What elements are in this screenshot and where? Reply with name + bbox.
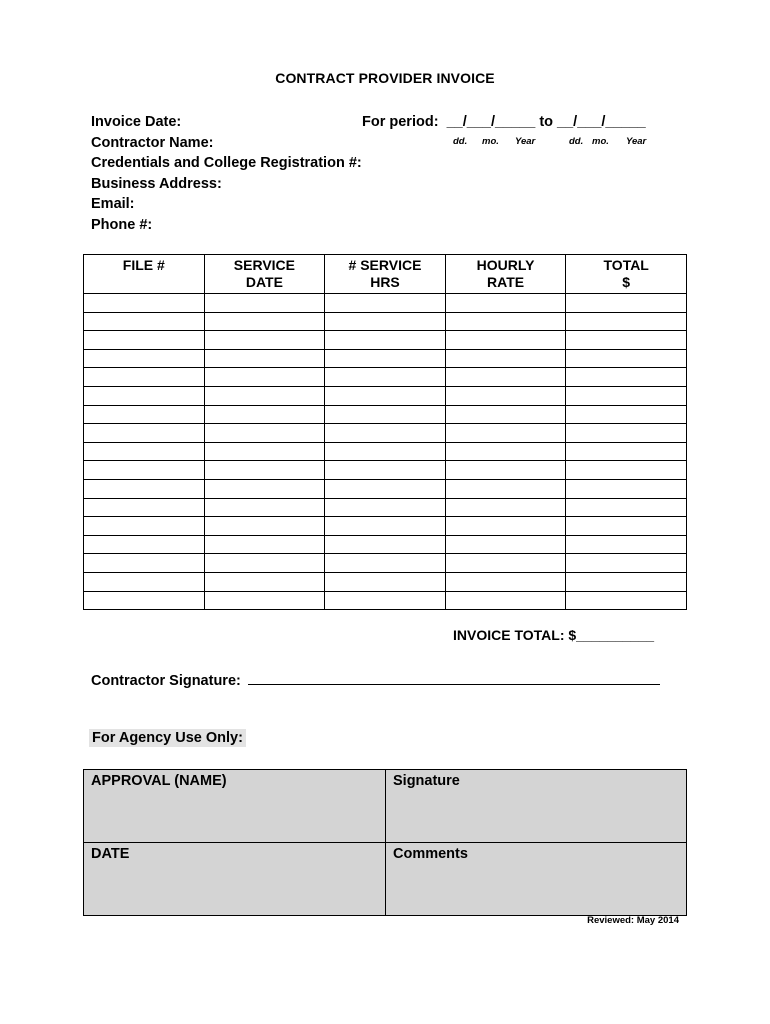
approval-date-cell[interactable]: DATE <box>84 843 386 916</box>
unit-to-year: Year <box>626 136 647 147</box>
unit-to-mo: mo. <box>592 136 609 147</box>
table-cell[interactable] <box>566 312 687 331</box>
table-cell[interactable] <box>445 424 566 443</box>
table-cell[interactable] <box>84 405 205 424</box>
table-cell[interactable] <box>566 349 687 368</box>
table-cell[interactable] <box>445 349 566 368</box>
table-cell[interactable] <box>325 349 446 368</box>
table-cell[interactable] <box>84 517 205 536</box>
table-cell[interactable] <box>445 479 566 498</box>
table-cell[interactable] <box>84 368 205 387</box>
table-cell[interactable] <box>325 572 446 591</box>
approval-name-cell[interactable]: APPROVAL (NAME) <box>84 770 386 843</box>
unit-from-dd: dd. <box>453 136 468 147</box>
unit-from-mo: mo. <box>482 136 499 147</box>
contractor-signature-field[interactable] <box>248 669 660 685</box>
contractor-name-label: Contractor Name: <box>91 134 214 151</box>
invoice-total[interactable]: INVOICE TOTAL: $__________ <box>453 627 655 643</box>
table-cell[interactable] <box>325 479 446 498</box>
header-fields <box>91 112 362 235</box>
agency-table <box>83 769 687 916</box>
table-cell[interactable] <box>566 498 687 517</box>
table-cell[interactable] <box>566 572 687 591</box>
table-cell[interactable] <box>445 535 566 554</box>
table-row <box>84 331 687 350</box>
business-address-label: Business Address: <box>91 175 222 192</box>
contractor-signature-label: Contractor Signature: <box>91 673 241 689</box>
table-cell[interactable] <box>566 386 687 405</box>
table-cell[interactable] <box>566 424 687 443</box>
table-row <box>84 535 687 554</box>
period-field <box>362 112 646 133</box>
table-cell[interactable] <box>84 349 205 368</box>
table-cell[interactable] <box>325 535 446 554</box>
header-service-hrs: # SERVICE HRS <box>325 255 446 294</box>
table-cell[interactable] <box>204 572 325 591</box>
table-cell[interactable] <box>566 331 687 350</box>
table-row <box>84 591 687 610</box>
table-cell[interactable] <box>204 368 325 387</box>
table-row <box>84 368 687 387</box>
table-cell[interactable] <box>325 368 446 387</box>
table-cell[interactable] <box>566 591 687 610</box>
table-cell[interactable] <box>84 424 205 443</box>
table-row <box>84 405 687 424</box>
header-file-number: FILE # <box>84 255 205 294</box>
table-row <box>84 479 687 498</box>
table-cell[interactable] <box>84 331 205 350</box>
table-cell[interactable] <box>445 554 566 573</box>
table-cell[interactable] <box>84 442 205 461</box>
credentials-label: Credentials and College Registration #: <box>91 155 362 171</box>
table-cell[interactable] <box>84 591 205 610</box>
table-cell[interactable] <box>84 498 205 517</box>
table-cell[interactable] <box>445 368 566 387</box>
table-cell[interactable] <box>84 479 205 498</box>
table-cell[interactable] <box>445 498 566 517</box>
table-cell[interactable] <box>566 294 687 313</box>
table-cell[interactable] <box>325 331 446 350</box>
invoice-date-label: Invoice Date: <box>91 114 182 130</box>
service-table <box>83 254 687 610</box>
table-cell[interactable] <box>204 498 325 517</box>
table-cell[interactable] <box>204 331 325 350</box>
table-row <box>84 294 687 313</box>
table-cell[interactable] <box>566 368 687 387</box>
table-cell[interactable] <box>325 312 446 331</box>
approval-comments-cell[interactable]: Comments <box>386 843 687 916</box>
table-cell[interactable] <box>204 591 325 610</box>
table-cell[interactable] <box>445 591 566 610</box>
table-cell[interactable] <box>84 294 205 313</box>
header-total: TOTAL $ <box>566 255 687 294</box>
table-cell[interactable] <box>445 312 566 331</box>
table-row <box>84 312 687 331</box>
table-cell[interactable] <box>204 405 325 424</box>
table-cell[interactable] <box>325 554 446 573</box>
table-cell[interactable] <box>445 386 566 405</box>
unit-to-dd: dd. <box>569 136 584 147</box>
document-title: CONTRACT PROVIDER INVOICE <box>275 70 495 86</box>
table-cell[interactable] <box>204 535 325 554</box>
table-cell[interactable] <box>204 442 325 461</box>
table-cell[interactable] <box>566 517 687 536</box>
table-cell[interactable] <box>204 294 325 313</box>
table-cell[interactable] <box>204 312 325 331</box>
table-row <box>84 461 687 480</box>
unit-from-year: Year <box>515 136 536 147</box>
header-hourly-rate: HOURLY RATE <box>445 255 566 294</box>
table-cell[interactable] <box>566 461 687 480</box>
table-cell[interactable] <box>445 461 566 480</box>
table-cell[interactable] <box>204 479 325 498</box>
table-cell[interactable] <box>204 554 325 573</box>
table-cell[interactable] <box>204 461 325 480</box>
table-cell[interactable] <box>204 424 325 443</box>
table-cell[interactable] <box>325 294 446 313</box>
table-cell[interactable] <box>566 535 687 554</box>
table-row <box>84 386 687 405</box>
period-label: For period: <box>362 114 439 130</box>
table-cell[interactable] <box>204 349 325 368</box>
table-cell[interactable] <box>325 386 446 405</box>
table-cell[interactable] <box>325 498 446 517</box>
period-to[interactable]: __/___/_____ <box>557 114 646 130</box>
table-row <box>84 498 687 517</box>
table-cell[interactable] <box>445 517 566 536</box>
table-cell[interactable] <box>204 386 325 405</box>
table-row <box>84 572 687 591</box>
table-row <box>84 442 687 461</box>
table-cell[interactable] <box>204 517 325 536</box>
approval-signature-cell[interactable]: Signature <box>386 770 687 843</box>
table-cell[interactable] <box>445 572 566 591</box>
table-cell[interactable] <box>84 312 205 331</box>
agency-heading: For Agency Use Only: <box>89 729 246 747</box>
phone-label: Phone #: <box>91 216 153 233</box>
period-connector: to <box>539 114 554 130</box>
table-cell[interactable] <box>84 386 205 405</box>
table-cell[interactable] <box>445 331 566 350</box>
period-from[interactable]: __/___/_____ <box>446 114 536 130</box>
table-cell[interactable] <box>566 479 687 498</box>
table-row <box>84 424 687 443</box>
table-cell[interactable] <box>445 294 566 313</box>
table-cell[interactable] <box>325 591 446 610</box>
table-cell[interactable] <box>445 442 566 461</box>
table-row <box>84 349 687 368</box>
table-cell[interactable] <box>325 442 446 461</box>
contractor-signature <box>91 669 660 689</box>
table-row <box>84 554 687 573</box>
service-table-header <box>84 255 687 294</box>
table-cell[interactable] <box>445 405 566 424</box>
table-cell[interactable] <box>84 572 205 591</box>
email-label: Email: <box>91 196 135 212</box>
table-cell[interactable] <box>84 554 205 573</box>
table-cell[interactable] <box>325 424 446 443</box>
header-service-date: SERVICE DATE <box>204 255 325 294</box>
table-cell[interactable] <box>566 554 687 573</box>
table-cell[interactable] <box>566 405 687 424</box>
reviewed-date: Reviewed: May 2014 <box>587 915 679 926</box>
table-cell[interactable] <box>325 461 446 480</box>
table-cell[interactable] <box>325 405 446 424</box>
table-cell[interactable] <box>566 442 687 461</box>
table-cell[interactable] <box>84 535 205 554</box>
table-cell[interactable] <box>84 461 205 480</box>
table-cell[interactable] <box>325 517 446 536</box>
table-row <box>84 517 687 536</box>
